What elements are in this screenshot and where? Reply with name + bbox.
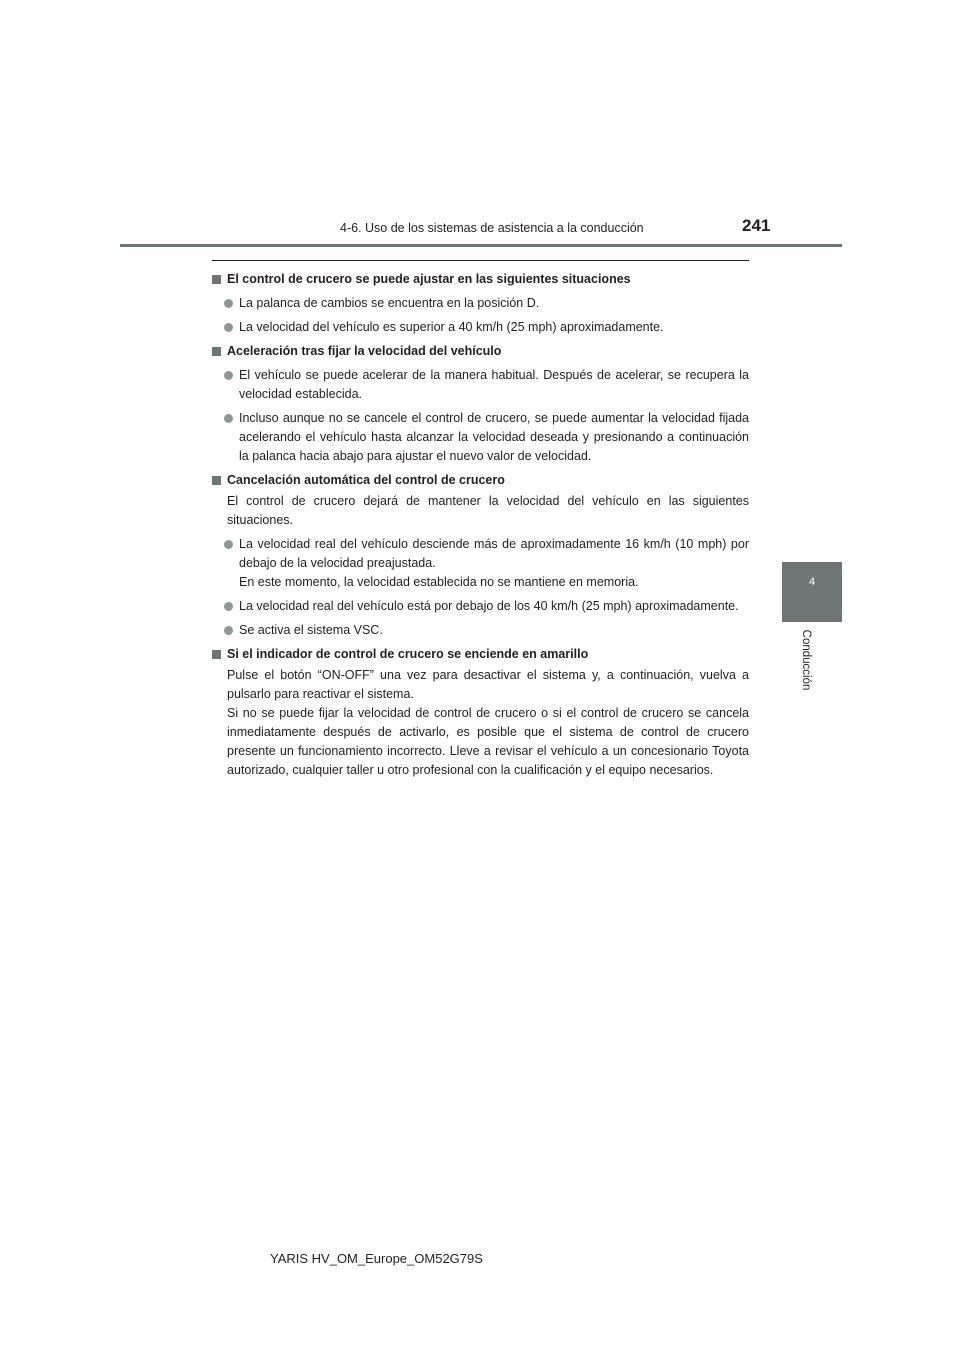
list-item bbox=[212, 318, 749, 337]
list-item-text: La palanca de cambios se encuentra en la posición D. bbox=[239, 296, 540, 310]
square-bullet-icon bbox=[212, 347, 221, 356]
round-bullet-icon bbox=[224, 602, 233, 611]
footer-code: YARIS HV_OM_Europe_OM52G79S bbox=[270, 1251, 483, 1266]
page-content bbox=[212, 270, 749, 780]
round-bullet-icon bbox=[224, 299, 233, 308]
round-bullet-icon bbox=[224, 371, 233, 380]
section-paragraph: Pulse el botón “ON-OFF” una vez para desactivar el sistema y, a continuación, vuelva a pulsarlo para reactivar el sistema. bbox=[227, 668, 749, 701]
list-item bbox=[212, 366, 749, 404]
chapter-side-label: Conducción bbox=[800, 629, 812, 691]
section-paragraph: Si no se puede fijar la velocidad de control de crucero o si el control de crucero se cancela inmediatamente después de activarlo, es posible que el sistema de control de crucero presente un funcionamiento incorrecto. Lleve a revisar el vehículo a un concesionario Toyota autorizado, cualquier taller u otro profesional con la cualificación y el equipo necesarios. bbox=[227, 706, 749, 777]
chapter-tab bbox=[782, 562, 842, 622]
round-bullet-icon bbox=[224, 626, 233, 635]
list-item-text bbox=[239, 535, 749, 592]
section-intro: El control de crucero dejará de mantener la velocidad del vehículo en las siguientes situaciones. bbox=[227, 494, 749, 527]
section-heading bbox=[212, 645, 749, 664]
list-item bbox=[212, 621, 749, 640]
list-item bbox=[212, 409, 749, 466]
list-item-text: La velocidad del vehículo es superior a 40 km/h (25 mph) aproximadamente. bbox=[239, 320, 664, 334]
chapter-tab-number: 4 bbox=[808, 576, 816, 588]
section-heading-text: El control de crucero se puede ajustar en las siguientes situaciones bbox=[227, 272, 631, 286]
round-bullet-icon bbox=[224, 323, 233, 332]
square-bullet-icon bbox=[212, 650, 221, 659]
list-item-text: El vehículo se puede acelerar de la manera habitual. Después de acelerar, se recupera la velocidad establecida. bbox=[239, 368, 749, 401]
section-heading bbox=[212, 342, 749, 361]
header-rule bbox=[120, 244, 842, 247]
square-bullet-icon bbox=[212, 476, 221, 485]
content-rule bbox=[212, 260, 749, 261]
header-title: 4-6. Uso de los sistemas de asistencia a la conducción bbox=[340, 221, 644, 235]
section-heading-text: Aceleración tras fijar la velocidad del vehículo bbox=[227, 344, 502, 358]
list-item-note: En este momento, la velocidad establecida no se mantiene en memoria. bbox=[239, 575, 639, 589]
list-item-line: La velocidad real del vehículo desciende más de aproximadamente 16 km/h (10 mph) por debajo de la velocidad preajustada. bbox=[239, 537, 749, 570]
list-item-text: Incluso aunque no se cancele el control de crucero, se puede aumentar la velocidad fijada acelerando el vehículo hasta alcanzar la velocidad deseada y presionando a continuación la palanca hacia abajo para ajustar el nuevo valor de velocidad. bbox=[239, 411, 749, 463]
list-item bbox=[212, 535, 749, 592]
list-item bbox=[212, 294, 749, 313]
square-bullet-icon bbox=[212, 275, 221, 284]
section-heading bbox=[212, 270, 749, 289]
round-bullet-icon bbox=[224, 414, 233, 423]
section-heading-text: Cancelación automática del control de crucero bbox=[227, 473, 505, 487]
list-item bbox=[212, 597, 749, 616]
section-heading-text: Si el indicador de control de crucero se enciende en amarillo bbox=[227, 647, 589, 661]
round-bullet-icon bbox=[224, 540, 233, 549]
section-heading bbox=[212, 471, 749, 490]
page-number: 241 bbox=[742, 216, 771, 235]
list-item-text: La velocidad real del vehículo está por debajo de los 40 km/h (25 mph) aproximadamente. bbox=[239, 599, 739, 613]
list-item-text: Se activa el sistema VSC. bbox=[239, 623, 383, 637]
